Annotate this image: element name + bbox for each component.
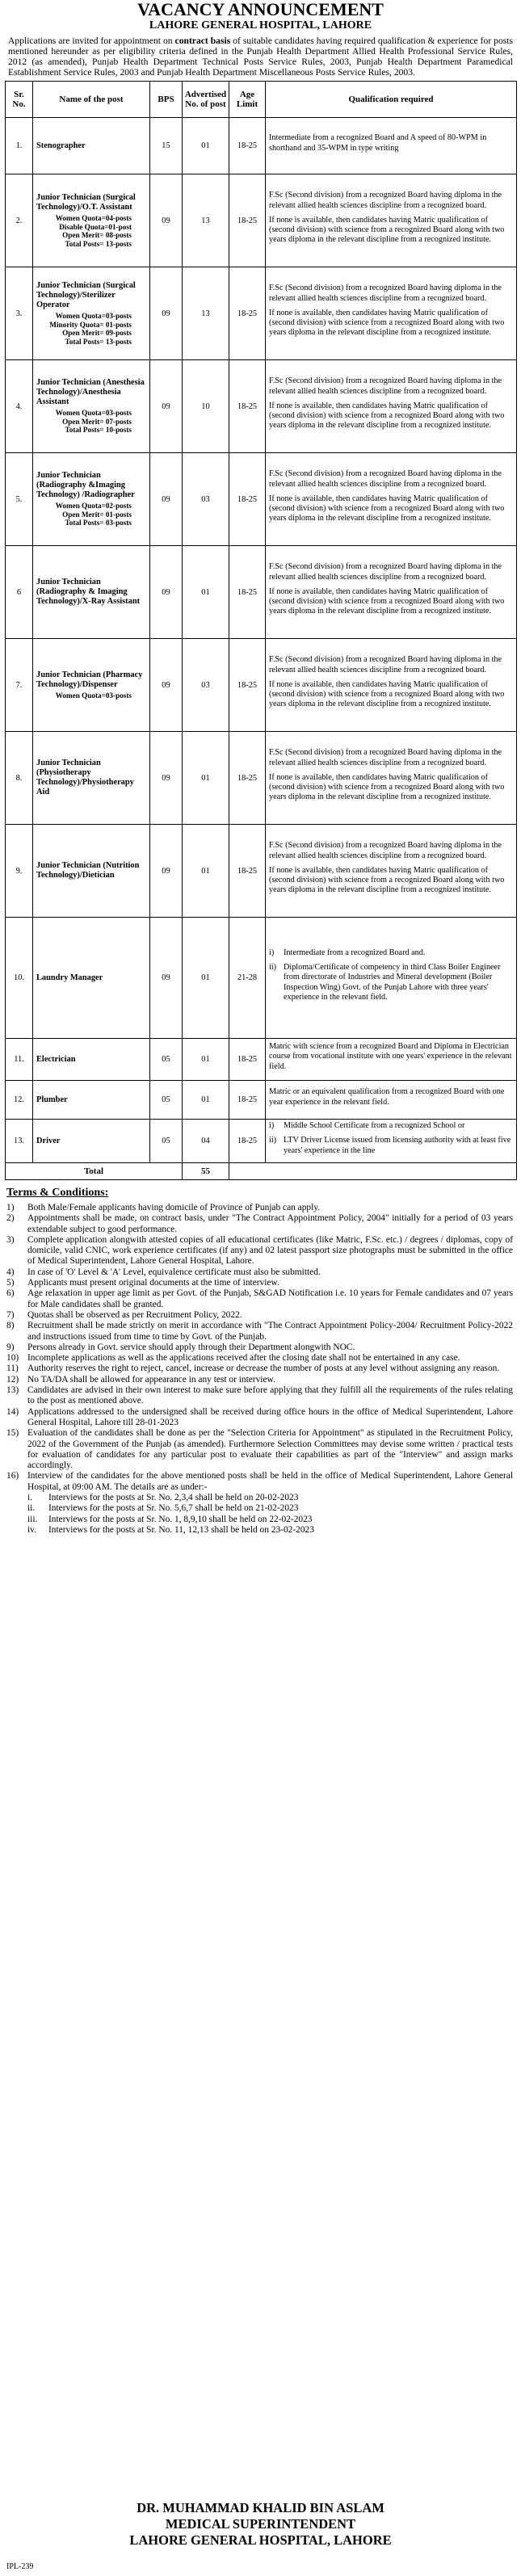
term-number: 2) — [6, 1213, 15, 1224]
quota-line: Total Posts= 13-posts — [65, 239, 132, 248]
cell-advertised: 01 — [183, 1081, 229, 1120]
qualification-text: F.Sc (Second division) from a recognized Board having diploma in the relevant allied health sciences discipline from a recognized board. — [269, 748, 502, 767]
terms-title: Terms & Conditions: — [6, 1187, 109, 1199]
signatory-org: LAHORE GENERAL HOSPITAL, LAHORE — [129, 2532, 392, 2548]
cell-qualification — [266, 918, 517, 1039]
header-age: Age Limit — [229, 82, 266, 118]
term-item — [6, 1288, 513, 1310]
term-item — [6, 1353, 513, 1364]
cell-advertised: 01 — [183, 825, 229, 918]
interview-schedule-item — [27, 1503, 513, 1514]
term-number: 11) — [6, 1364, 19, 1374]
table-row — [6, 825, 517, 918]
term-number: 1) — [6, 1203, 15, 1212]
cell-bps: 05 — [150, 1081, 183, 1120]
term-number: 14) — [6, 1406, 19, 1417]
term-item — [6, 1321, 513, 1343]
term-number: 15) — [6, 1428, 19, 1439]
cell-qualification — [266, 453, 517, 546]
cell-age: 18-25 — [229, 732, 266, 825]
term-number: 7) — [6, 1309, 15, 1320]
cell-post — [33, 174, 150, 267]
term-item — [6, 1385, 513, 1407]
cell-sr: 4. — [6, 360, 33, 453]
header-bps: BPS — [150, 82, 183, 118]
qualification-text: If none is available, then candidates having Matric qualification of (second division) with science from a recognized Board along with two years diploma in the relevant discipline from a recognized institute. — [269, 772, 505, 802]
table-row — [6, 639, 517, 732]
quota-line: Total Posts= 13-posts — [65, 337, 132, 346]
cell-qualification — [266, 1081, 517, 1120]
cell-bps: 09 — [150, 174, 183, 267]
qualification-text: If none is available, then candidates having Matric qualification of (second division) with science from a recognized Board along with two years diploma in the relevant discipline from a recognized institute. — [269, 679, 505, 709]
table-row — [6, 1081, 517, 1120]
post-title: Driver — [36, 1136, 61, 1145]
term-number: 16) — [6, 1471, 19, 1481]
cell-sr: 9. — [6, 825, 33, 918]
cell-qualification — [266, 732, 517, 825]
cell-qualification — [266, 1120, 517, 1163]
cell-sr: 8. — [6, 732, 33, 825]
qualification-list — [269, 948, 513, 1002]
quota-line: Total Posts= 10-posts — [65, 426, 132, 435]
cell-bps: 15 — [150, 118, 183, 174]
term-item — [6, 1203, 513, 1213]
cell-advertised: 01 — [183, 732, 229, 825]
term-text: Interview of the candidates for the above mentioned posts shall be held in the office of Medical Superintendent, Lahore General Hospital, at 09:00 AM. The details are as under:- — [27, 1471, 513, 1492]
item-text: Diploma/Certificate of competency in third Class Boiler Engineer from directorate of Industries and Mineral development (Boiler Inspection Wing) Govt. of the Punjab Lahore with three years' experience in the relevant field. — [284, 963, 501, 1002]
qualification-text: Matric or an equivalent qualification from a recognized Board with one year experience in the relevant field. — [269, 1087, 505, 1107]
cell-qualification — [266, 118, 517, 174]
term-item — [6, 1375, 513, 1385]
term-text: Applications addressed to the undersigned shall be received during office hours in the office of Medical Superintendent, Lahore General Hospital, Lahore till 28-01-2023 — [27, 1406, 513, 1427]
cell-advertised: 01 — [183, 1039, 229, 1081]
cell-sr: 5. — [6, 453, 33, 546]
term-item — [6, 1235, 513, 1267]
cell-advertised: 10 — [183, 360, 229, 453]
qualification-text: If none is available, then candidates having Matric qualification of (second division) with science from a recognized Board along with two years diploma in the relevant discipline from a recognized institute. — [269, 586, 505, 616]
table-header-row — [6, 82, 517, 118]
table-row — [6, 546, 517, 639]
post-title: Junior Technician (Surgical Technology)/Sterilizer Operator — [36, 281, 136, 309]
table-row — [6, 360, 517, 453]
post-title: Plumber — [36, 1095, 68, 1104]
cell-qualification — [266, 174, 517, 267]
term-number: 8) — [6, 1321, 15, 1331]
qualification-item — [269, 948, 513, 958]
cell-bps: 05 — [150, 1120, 183, 1163]
hospital-name: LAHORE GENERAL HOSPITAL, LAHORE — [149, 19, 372, 32]
cell-post — [33, 1081, 150, 1120]
table-row — [6, 453, 517, 546]
cell-qualification — [266, 825, 517, 918]
term-number: 4) — [6, 1267, 15, 1277]
term-item — [6, 1471, 513, 1493]
term-text: Persons already in Govt. service should apply through their Department alongwith NOC. — [27, 1342, 355, 1352]
quota-line: Minority Quota= 01-posts — [49, 320, 132, 329]
term-number: 10) — [6, 1353, 19, 1364]
term-text: Appointments shall be made, on contract basis, under "The Contract Appointment Policy, 2004" initially for a period of 03 years extendable subject to good performance. — [27, 1213, 513, 1234]
item-text: Intermediate from a recognized Board and. — [284, 948, 426, 957]
table-row — [6, 918, 517, 1039]
quota-line: Total Posts= 03-posts — [65, 519, 132, 527]
table-row — [6, 732, 517, 825]
item-text: LTV Driver License issued from licensing authority with at least five years' experience in the line — [284, 1136, 511, 1155]
quota-line: Women Quota=03-posts — [55, 312, 132, 320]
term-number: 3) — [6, 1234, 15, 1245]
cell-age: 18-25 — [229, 825, 266, 918]
interview-schedule-item — [27, 1525, 513, 1536]
item-text: Middle School Certificate from a recognized School or — [284, 1121, 465, 1131]
qualification-text: F.Sc (Second division) from a recognized Board having diploma in the relevant allied health sciences discipline from a recognized board. — [269, 562, 502, 582]
qualification-text: F.Sc (Second division) from a recognized Board having diploma in the relevant allied health sciences discipline from a recognized board. — [269, 191, 502, 210]
term-number: 6) — [6, 1288, 15, 1299]
qualification-text: F.Sc (Second division) from a recognized Board having diploma in the relevant allied health sciences discipline from a recognized board. — [269, 469, 502, 489]
item-marker: ii) — [269, 963, 277, 973]
table-row — [6, 267, 517, 360]
term-item — [6, 1213, 513, 1235]
cell-qualification — [266, 360, 517, 453]
table-row — [6, 1120, 517, 1163]
cell-advertised: 01 — [183, 918, 229, 1039]
post-title: Junior Technician (Nutrition Technology)/Dietician — [36, 861, 140, 880]
quota-line: Disable Quota=01-post — [59, 222, 132, 231]
cell-qualification — [266, 1039, 517, 1081]
term-text: Candidates are advised in their own interest to make sure before applying that they fulfill all the requirements of the rules relating to the post as mentioned above. — [27, 1385, 513, 1406]
quota-breakdown — [36, 409, 146, 435]
cell-bps: 09 — [150, 918, 183, 1039]
cell-age: 18-25 — [229, 453, 266, 546]
schedule-text: Interviews for the posts at Sr. No. 5,6,7 shall be held on 21-02-2023 — [48, 1503, 299, 1514]
schedule-text: Interviews for the posts at Sr. No. 1, 8,9,10 shall be held on 22-02-2023 — [48, 1514, 313, 1524]
cell-age: 21-28 — [229, 918, 266, 1039]
qualification-text: If none is available, then candidates having Matric qualification of (second division) with science from a recognized Board along with two years diploma in the relevant discipline from a recognized institute. — [269, 308, 505, 338]
term-text: Complete application alongwith attested copies of all educational certificates (like Matric, F.Sc. etc.) / degrees / diplomas, copy of domicile, valid CNIC, work experience certificates (if any) and 02 latest passport size photographs must be submitted in the office of Medical Superintendent, Lahore General Hospital, Lahore. — [27, 1234, 513, 1267]
quota-breakdown — [36, 214, 146, 248]
schedule-text: Interviews for the posts at Sr. No. 11, 12,13 shall be held on 23-02-2023 — [48, 1524, 314, 1535]
qualification-list — [269, 1121, 513, 1156]
quota-line: Open Merit= 01-posts — [62, 510, 132, 519]
cell-post — [33, 1120, 150, 1163]
posts-table — [5, 81, 517, 1180]
item-marker: i) — [269, 1121, 275, 1131]
post-title: Junior Technician (Anesthesia Technology)/Anesthesia Assistant — [36, 378, 145, 407]
cell-sr: 13. — [6, 1120, 33, 1163]
schedule-text: Interviews for the posts at Sr. No. 2,3,4 shall be held on 20-02-2023 — [48, 1493, 299, 1503]
schedule-number: ii. — [27, 1503, 36, 1514]
term-number: 12) — [6, 1374, 19, 1385]
cell-post — [33, 453, 150, 546]
cell-sr: 2. — [6, 174, 33, 267]
intro-text-2: of suitable candidates having required qualification & experience for posts mentioned hereunder as per eligibility criteria defined in the Punjab Health Department Allied Health Professional Service Rules, 2012 (as amended), Punjab Health Department Technical Posts Service Rules, 2003, Punjab Health Department Paramedical Establishment Service Rules, 2003 and Punjab Health Department Miscellaneous Posts Service Rules, 2003. — [8, 36, 513, 78]
table-row — [6, 118, 517, 174]
qualification-text: If none is available, then candidates having Matric qualification of (second division) with science from a recognized Board along with two years diploma in the relevant discipline from a recognized institute. — [269, 865, 505, 895]
term-item — [6, 1364, 513, 1374]
quota-line: Women Quota=04-posts — [55, 214, 132, 222]
cell-sr: 12. — [6, 1081, 33, 1120]
cell-post — [33, 639, 150, 732]
ipl-reference: IPL-239 — [6, 2562, 34, 2571]
cell-sr: 7. — [6, 639, 33, 732]
cell-bps: 09 — [150, 825, 183, 918]
cell-age: 18-25 — [229, 546, 266, 639]
post-title: Junior Technician (Pharmacy Technology)/Dispenser — [36, 670, 143, 689]
cell-bps: 09 — [150, 453, 183, 546]
cell-post — [33, 825, 150, 918]
cell-advertised: 13 — [183, 267, 229, 360]
header-sr: Sr. No. — [6, 82, 33, 118]
quota-breakdown — [36, 691, 146, 700]
term-text: Recruitment shall be made strictly on merit in accordance with "The Contract Appointment Policy-2004/ Recruitment Policy-2022 and instructions issued from time to time by Govt. of the Punjab. — [27, 1321, 513, 1342]
cell-age: 18-25 — [229, 118, 266, 174]
qualification-item — [269, 1136, 513, 1155]
qualification-text: F.Sc (Second division) from a recognized Board having diploma in the relevant allied health sciences discipline from a recognized board. — [269, 376, 502, 396]
cell-qualification — [266, 639, 517, 732]
post-title: Junior Technician (Radiography & Imaging Technology)/X-Ray Assistant — [36, 578, 141, 606]
post-title: Stenographer — [36, 141, 86, 150]
quota-line: Women Quota=02-posts — [55, 502, 132, 511]
schedule-number: iii. — [27, 1514, 38, 1524]
cell-sr: 3. — [6, 267, 33, 360]
term-number: 9) — [6, 1342, 15, 1352]
signatory-designation: MEDICAL SUPERINTENDENT — [165, 2516, 356, 2532]
cell-bps: 09 — [150, 732, 183, 825]
term-item — [6, 1267, 513, 1278]
total-blank — [229, 1163, 517, 1180]
table-row — [6, 174, 517, 267]
qualification-text: Matric with science from a recognized Board and Diploma in Electrician course from vocational institute with one years' experience in the relevant field. — [269, 1042, 512, 1071]
cell-qualification — [266, 267, 517, 360]
cell-bps: 09 — [150, 267, 183, 360]
interview-schedule-item — [27, 1493, 513, 1503]
term-text: In case of 'O' Level & 'A' Level, equivalence certificate must also be submitted. — [27, 1267, 321, 1277]
quota-line: Open Merit= 08-posts — [62, 231, 132, 239]
cell-bps: 09 — [150, 546, 183, 639]
term-number: 13) — [6, 1385, 19, 1396]
cell-post — [33, 360, 150, 453]
cell-sr: 6 — [6, 546, 33, 639]
cell-age: 18-25 — [229, 360, 266, 453]
cell-advertised: 01 — [183, 118, 229, 174]
intro-paragraph — [8, 36, 513, 78]
term-text: Evaluation of the candidates shall be done as per the "Selection Criteria for Appointment" as stipulated in the Recruitment Policy, 2022 of the Government of the Punjab (as amended). Furthermore Selection Committees may devise some written / practical tests for evaluation of candidates for any particular post to evaluate their capabilities as part of the "Interview" and assign marks accordingly. — [27, 1428, 513, 1471]
quota-breakdown — [36, 312, 146, 346]
term-item — [6, 1428, 513, 1471]
cell-sr: 1. — [6, 118, 33, 174]
quota-line: Women Quota=03-posts — [55, 409, 132, 418]
cell-post — [33, 1039, 150, 1081]
quota-line: Open Merit= 07-posts — [62, 417, 132, 426]
post-title: Junior Technician (Physiotherapy Technology)/Physiotherapy Aid — [36, 759, 134, 796]
item-marker: i) — [269, 948, 275, 957]
post-title: Electrician — [36, 1054, 76, 1064]
quota-line: Open Merit= 09-posts — [62, 329, 132, 337]
cell-age: 18-25 — [229, 174, 266, 267]
signatory-name: DR. MUHAMMAD KHALID BIN ASLAM — [137, 2500, 384, 2515]
post-title: Junior Technician (Surgical Technology)/O.T. Assistant — [36, 193, 136, 212]
cell-advertised: 13 — [183, 174, 229, 267]
header-qualification: Qualification required — [266, 82, 517, 118]
post-title: Laundry Manager — [36, 973, 103, 982]
term-text: No TA/DA shall be allowed for appearance in any test or interview. — [27, 1374, 275, 1385]
cell-age: 18-25 — [229, 1081, 266, 1120]
term-item — [6, 1278, 513, 1288]
term-text: Incomplete applications as well as the applications received after the closing date shall not be entertained in any case. — [27, 1353, 460, 1364]
total-value: 55 — [183, 1163, 229, 1180]
cell-age: 18-25 — [229, 1120, 266, 1163]
cell-post — [33, 118, 150, 174]
total-row — [6, 1163, 517, 1180]
table-row — [6, 1039, 517, 1081]
header-post: Name of the post — [33, 82, 150, 118]
quota-breakdown — [36, 502, 146, 527]
qualification-text: If none is available, then candidates having Matric qualification of (second division) with science from a recognized Board along with two years diploma in the relevant discipline from a recognized institute. — [269, 215, 505, 245]
term-item — [6, 1343, 513, 1353]
total-label: Total — [6, 1163, 183, 1180]
interview-schedule-item — [27, 1515, 513, 1525]
cell-advertised: 01 — [183, 546, 229, 639]
cell-age: 18-25 — [229, 267, 266, 360]
qualification-text: F.Sc (Second division) from a recognized Board having diploma in the relevant allied health sciences discipline from a recognized board. — [269, 841, 502, 860]
intro-bold: contract basis — [174, 36, 231, 46]
qualification-text: Intermediate from a recognized Board and A speed of 80-WPM in shorthand and 35-WPM in type writing — [269, 133, 487, 153]
post-title: Junior Technician (Radiography &Imaging Technology) /Radiographer — [36, 471, 135, 500]
signature-block — [0, 2500, 521, 2549]
qualification-text: If none is available, then candidates having Matric qualification of (second division) with science from a recognized Board along with two years diploma in the relevant discipline from a recognized institute. — [269, 494, 505, 523]
terms-list — [6, 1203, 513, 1536]
cell-post — [33, 267, 150, 360]
cell-bps: 09 — [150, 639, 183, 732]
term-text: Quotas shall be observed as per Recruitment Policy, 2022. — [27, 1309, 242, 1320]
term-text: Authority reserves the right to reject, cancel, increase or decrease the number of posts at any level without assigning any reason. — [27, 1364, 500, 1374]
qualification-text: F.Sc (Second division) from a recognized Board having diploma in the relevant allied health sciences discipline from a recognized board. — [269, 655, 502, 674]
cell-sr: 10. — [6, 918, 33, 1039]
term-text: Age relaxation in upper age limit as per Govt. of the Punjab, S&GAD Notification i.e. 10 years for Female candidates and 07 years for Male candidates shall be granted. — [27, 1288, 513, 1309]
cell-advertised: 03 — [183, 639, 229, 732]
cell-qualification — [266, 546, 517, 639]
cell-post — [33, 918, 150, 1039]
schedule-number: i. — [27, 1493, 33, 1503]
header-advertised: Advertised No. of post — [183, 82, 229, 118]
qualification-item — [269, 1121, 513, 1131]
cell-post — [33, 732, 150, 825]
qualification-text: F.Sc (Second division) from a recognized Board having diploma in the relevant allied health sciences discipline from a recognized board. — [269, 284, 502, 303]
term-number: 5) — [6, 1278, 15, 1288]
cell-age: 18-25 — [229, 639, 266, 732]
qualification-text: If none is available, then candidates having Matric qualification of (second division) with science from a recognized Board along with two years diploma in the relevant discipline from a recognized institute. — [269, 401, 505, 431]
cell-age: 18-25 — [229, 1039, 266, 1081]
cell-bps: 09 — [150, 360, 183, 453]
cell-advertised: 04 — [183, 1120, 229, 1163]
cell-post — [33, 546, 150, 639]
cell-bps: 05 — [150, 1039, 183, 1081]
term-text: Both Male/Female applicants having domicile of Province of Punjab can apply. — [27, 1203, 321, 1212]
term-item — [6, 1310, 513, 1321]
cell-sr: 11. — [6, 1039, 33, 1081]
term-text: Applicants must present original documents at the time of interview. — [27, 1278, 279, 1288]
item-marker: ii) — [269, 1136, 277, 1145]
quota-line: Women Quota=03-posts — [55, 691, 132, 700]
schedule-number: iv. — [27, 1524, 36, 1535]
term-item — [6, 1407, 513, 1429]
qualification-item — [269, 963, 513, 1002]
cell-advertised: 03 — [183, 453, 229, 546]
announcement-title: VACANCY ANNOUNCEMENT — [137, 0, 384, 19]
intro-text-1: Applications are invited for appointment on — [8, 36, 175, 46]
